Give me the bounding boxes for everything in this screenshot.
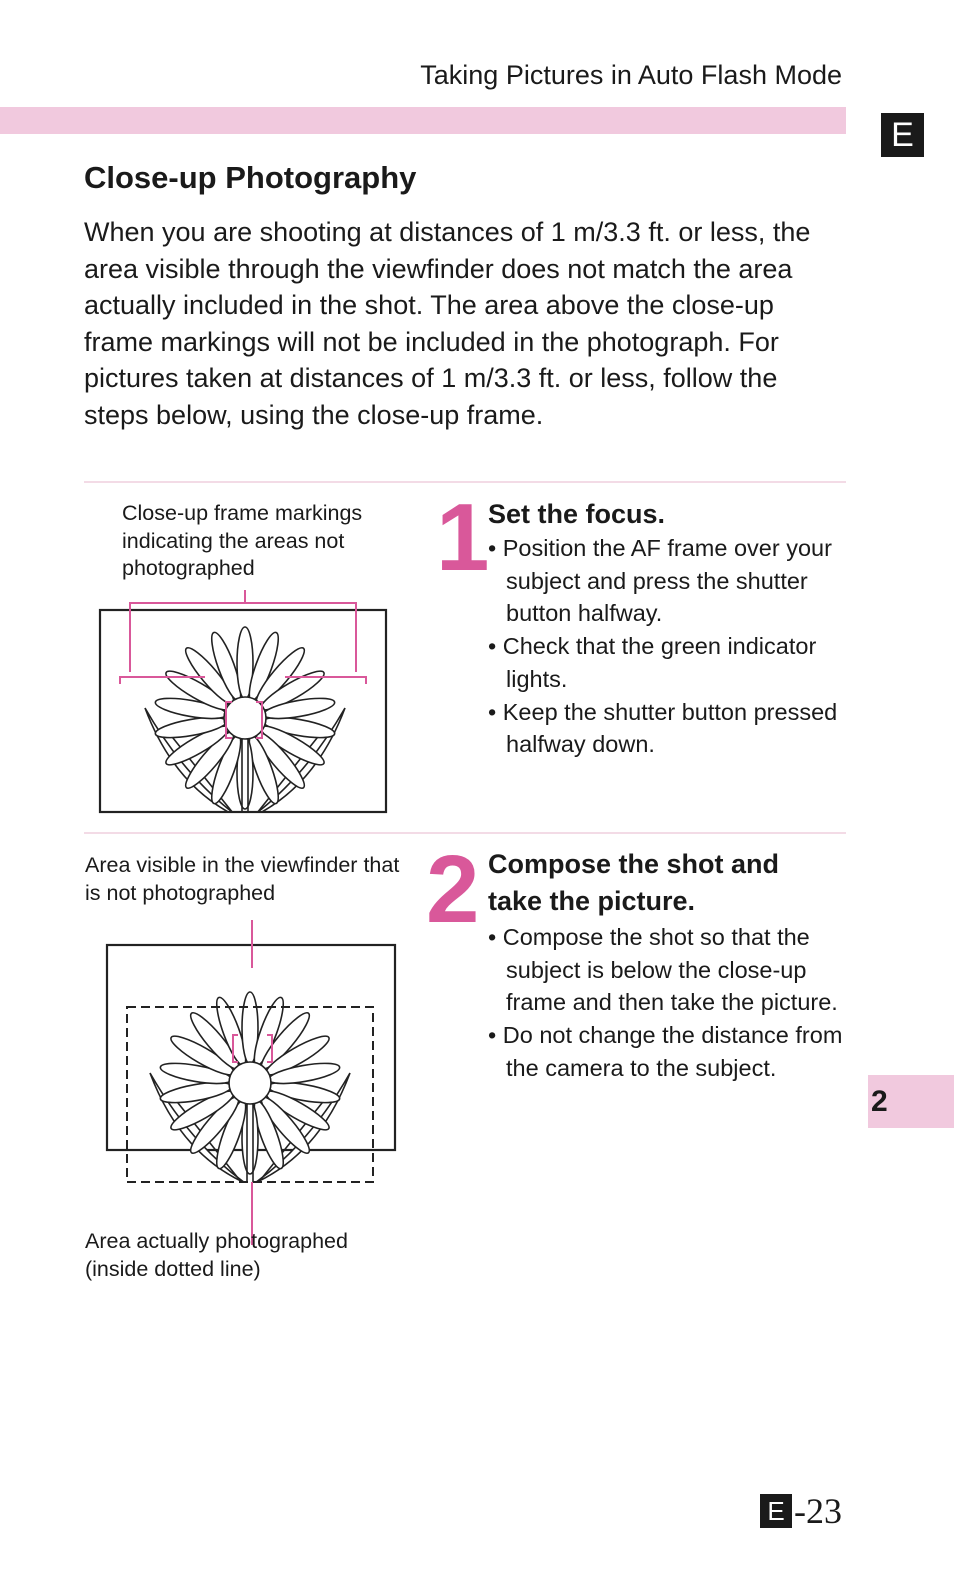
step2-bullets [488, 921, 848, 1085]
intro-paragraph: When you are shooting at distances of 1 m/3.3 ft. or less, the area visible through the viewfinder does not match the area actually included in the shot. The area above the close-up frame markings will not be included in the photograph. For pictures taken at distances of 1 m/3.3 ft. or less, follow the steps below, using the close-up frame. [84, 217, 811, 430]
step-number-2: 2 [426, 836, 480, 943]
footer-language-box: E [760, 1494, 792, 1528]
step1-bullets [488, 532, 838, 761]
step1-bullet: • Position the AF frame over your subject and press the shutter button halfway. [488, 535, 832, 627]
chapter-tab: 2 [868, 1075, 954, 1128]
footer-page: -23 [794, 1491, 842, 1531]
step2-heading: Compose the shot and take the picture. [488, 849, 780, 916]
divider [84, 832, 846, 834]
step-number-1: 1 [436, 484, 490, 591]
section-title: Close-up Photography [84, 160, 417, 195]
step2-bullet: • Do not change the distance from the camera to the subject. [488, 1022, 843, 1081]
step1-heading: Set the focus. [488, 499, 666, 529]
step1-bullet: • Check that the green indicator lights. [488, 633, 817, 692]
language-tab: E [881, 113, 924, 157]
step1-bullet: • Keep the shutter button pressed halfway down. [488, 698, 838, 758]
page-number [760, 1490, 842, 1532]
diagram2-caption: Area visible in the viewfinder that is not photographed [85, 853, 400, 905]
running-header: Taking Pictures in Auto Flash Mode [420, 60, 842, 90]
diagram1-caption: Close-up frame markings indicating the areas not photographed [122, 501, 363, 580]
step2-bullet: • Compose the shot so that the subject is below the close-up frame and then take the picture. [488, 924, 838, 1016]
diagram2-bottom-caption: Area actually photographed (inside dotted line) [85, 1229, 348, 1281]
